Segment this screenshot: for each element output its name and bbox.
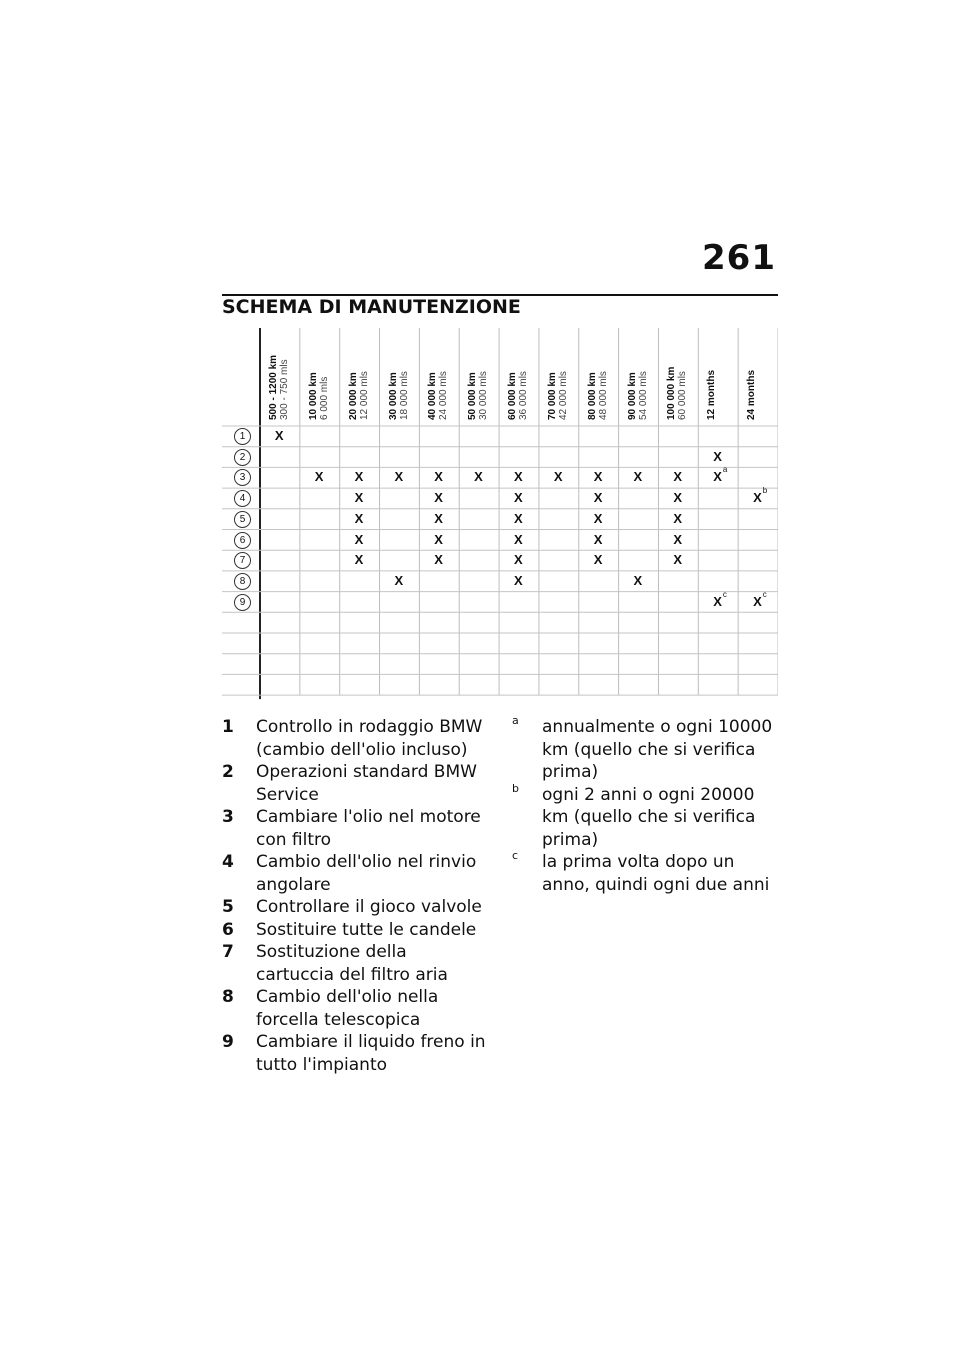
maintenance-mark: X bbox=[593, 552, 603, 568]
maintenance-mark: X bbox=[593, 531, 603, 547]
maintenance-mark: X bbox=[514, 510, 523, 526]
legend-number: 7 bbox=[222, 942, 234, 962]
legend-text: Controllare il gioco valvole bbox=[256, 897, 482, 917]
maintenance-mark: X bbox=[474, 469, 483, 485]
maintenance-mark: X bbox=[673, 469, 683, 485]
maintenance-mark: X bbox=[593, 490, 603, 506]
legend-item bbox=[222, 716, 490, 761]
row-number-badge: 3 bbox=[234, 469, 251, 486]
footnote-text: ogni 2 anni o ogni 20000 km (quello che si verifica prima) bbox=[542, 784, 756, 850]
column-header bbox=[547, 371, 569, 420]
footnote-text: la prima volta dopo un anno, quindi ogni due anni bbox=[542, 852, 770, 895]
row-number-badge: 5 bbox=[234, 511, 251, 528]
column-header-mls: 30 000 mls bbox=[478, 371, 490, 420]
column-header-mls: 48 000 mls bbox=[597, 371, 609, 420]
footnote-key: b bbox=[512, 781, 519, 795]
column-header-km: 30 000 km bbox=[387, 372, 399, 420]
legend-text: Cambiare il liquido freno in tutto l'impianto bbox=[256, 1032, 486, 1075]
column-header bbox=[467, 371, 489, 420]
footnote-item bbox=[512, 851, 782, 896]
maintenance-mark: X bbox=[274, 428, 284, 443]
legend-item bbox=[222, 806, 490, 851]
footnote-item bbox=[512, 781, 782, 852]
maintenance-mark: X bbox=[673, 531, 683, 547]
column-header-km: 24 months bbox=[746, 369, 758, 420]
legend-text: Cambiare l'olio nel motore con filtro bbox=[256, 807, 481, 850]
column-header bbox=[268, 355, 290, 420]
column-header-km: 50 000 km bbox=[467, 372, 479, 420]
maintenance-mark: X bbox=[673, 552, 683, 568]
row-number-badge: 6 bbox=[234, 532, 251, 549]
column-header bbox=[627, 371, 649, 420]
maintenance-mark: $X^a$ bbox=[713, 465, 728, 485]
column-header-mls: 12 000 mls bbox=[358, 371, 370, 420]
maintenance-mark: X bbox=[713, 448, 722, 464]
maintenance-mark: X bbox=[633, 469, 643, 485]
column-header bbox=[746, 370, 757, 420]
maintenance-mark: X bbox=[314, 469, 324, 485]
legend-text: Operazioni standard BMW Service bbox=[256, 762, 477, 805]
legend-number: 5 bbox=[222, 897, 234, 917]
legend-item bbox=[222, 761, 490, 806]
maintenance-mark: X bbox=[354, 469, 364, 485]
legend-text: Sostituzione della cartuccia del filtro aria bbox=[256, 942, 448, 985]
maintenance-mark: X bbox=[514, 552, 523, 568]
maintenance-mark: X bbox=[434, 552, 443, 568]
row-number-badge: 7 bbox=[234, 552, 251, 569]
column-header-mls: 300 - 750 mls bbox=[279, 359, 290, 420]
maintenance-mark: X bbox=[673, 510, 683, 526]
column-header-km: 70 000 km bbox=[546, 372, 558, 420]
footnote-text: annualmente o ogni 10000 km (quello che si verifica prima) bbox=[542, 717, 773, 782]
legend-number: 3 bbox=[222, 807, 234, 827]
maintenance-mark: X bbox=[434, 531, 443, 547]
footnote-key: a bbox=[512, 714, 519, 727]
column-header-mls: 18 000 mls bbox=[398, 371, 410, 420]
maintenance-mark: X bbox=[434, 490, 443, 506]
column-header bbox=[706, 370, 717, 420]
column-header-km: 40 000 km bbox=[427, 372, 439, 420]
row-number-badge: 1 bbox=[234, 428, 251, 445]
page-title: SCHEMA DI MANUTENZIONE bbox=[222, 296, 521, 318]
maintenance-mark: X bbox=[434, 469, 443, 485]
maintenance-mark: X bbox=[394, 572, 404, 588]
maintenance-mark: X bbox=[514, 490, 523, 506]
legend-number: 6 bbox=[222, 919, 234, 940]
maintenance-mark: X bbox=[514, 572, 523, 588]
column-header-km: 60 000 km bbox=[507, 372, 519, 420]
legend-item bbox=[222, 919, 490, 942]
maintenance-mark: X bbox=[553, 469, 563, 485]
maintenance-mark: X bbox=[354, 490, 364, 506]
row-number-badge: 2 bbox=[234, 449, 251, 466]
footnote-ref: c bbox=[762, 589, 767, 599]
column-header-mls: 36 000 mls bbox=[518, 371, 530, 420]
column-header-km: 10 000 km bbox=[307, 372, 319, 420]
column-header bbox=[388, 371, 410, 420]
maintenance-mark: X bbox=[673, 490, 683, 506]
maintenance-mark: X bbox=[354, 510, 364, 526]
legend-number: 9 bbox=[222, 1032, 234, 1052]
footnotes-list bbox=[512, 716, 782, 896]
table-grid-lines bbox=[222, 328, 778, 708]
column-header-km: 80 000 km bbox=[586, 372, 598, 420]
row-number-badge: 9 bbox=[234, 594, 251, 611]
footnote-ref: b bbox=[762, 486, 768, 496]
maintenance-mark: $X^c$ bbox=[713, 589, 727, 609]
legend-number: 2 bbox=[222, 762, 234, 782]
column-header-km: 20 000 km bbox=[347, 372, 359, 420]
column-header-mls: 54 000 mls bbox=[637, 371, 649, 420]
column-header-mls: 42 000 mls bbox=[557, 371, 569, 420]
maintenance-mark: $X^b$ bbox=[753, 486, 768, 506]
legend-text: Cambio dell'olio nel rinvio angolare bbox=[256, 852, 477, 895]
column-header-mls: 60 000 mls bbox=[677, 371, 689, 420]
maintenance-mark: X bbox=[514, 469, 523, 485]
column-header-km: 500 - 1200 km bbox=[268, 354, 279, 420]
maintenance-mark: X bbox=[394, 469, 404, 485]
maintenance-mark: X bbox=[514, 531, 523, 547]
maintenance-mark: X bbox=[633, 572, 643, 588]
maintenance-mark: X bbox=[354, 552, 364, 568]
maintenance-mark: X bbox=[593, 510, 603, 526]
footnote-ref: a bbox=[722, 465, 728, 475]
maintenance-mark: X bbox=[434, 510, 443, 526]
footnote-key: c bbox=[512, 849, 519, 862]
column-header bbox=[587, 371, 609, 420]
page-number: 261 bbox=[702, 238, 776, 278]
column-header-mls: 6 000 mls bbox=[318, 376, 330, 420]
column-header bbox=[427, 371, 449, 420]
column-header bbox=[348, 371, 370, 420]
column-header bbox=[507, 371, 529, 420]
row-number-badge: 4 bbox=[234, 490, 251, 507]
maintenance-mark: X bbox=[354, 531, 364, 547]
legend-text: Sostituire tutte le candele bbox=[256, 919, 477, 940]
maintenance-mark: $X^c$ bbox=[753, 589, 767, 609]
maintenance-mark: X bbox=[593, 469, 603, 485]
row-number-badge: 8 bbox=[234, 573, 251, 590]
column-header-km: 12 months bbox=[706, 369, 718, 420]
maintenance-table bbox=[222, 328, 778, 708]
legend-number: 4 bbox=[222, 852, 234, 872]
footnote-item bbox=[512, 716, 782, 784]
footnote-ref: c bbox=[722, 589, 727, 599]
legend-item bbox=[222, 986, 490, 1031]
legend-number: 1 bbox=[222, 717, 234, 737]
column-header bbox=[666, 367, 688, 420]
legend-text: Cambio dell'olio nella forcella telescopica bbox=[256, 987, 439, 1030]
legend-item bbox=[222, 1031, 490, 1076]
legend-item bbox=[222, 851, 490, 896]
legend-item bbox=[222, 941, 490, 986]
column-header-km: 100 000 km bbox=[666, 366, 678, 420]
column-header bbox=[308, 372, 330, 420]
legend-number: 8 bbox=[222, 987, 234, 1007]
legend-list bbox=[222, 716, 490, 1076]
legend-item bbox=[222, 896, 490, 919]
column-header-km: 90 000 km bbox=[626, 372, 638, 420]
legend-text: Controllo in rodaggio BMW (cambio dell'olio incluso) bbox=[256, 717, 483, 760]
column-header-mls: 24 000 mls bbox=[438, 371, 450, 420]
